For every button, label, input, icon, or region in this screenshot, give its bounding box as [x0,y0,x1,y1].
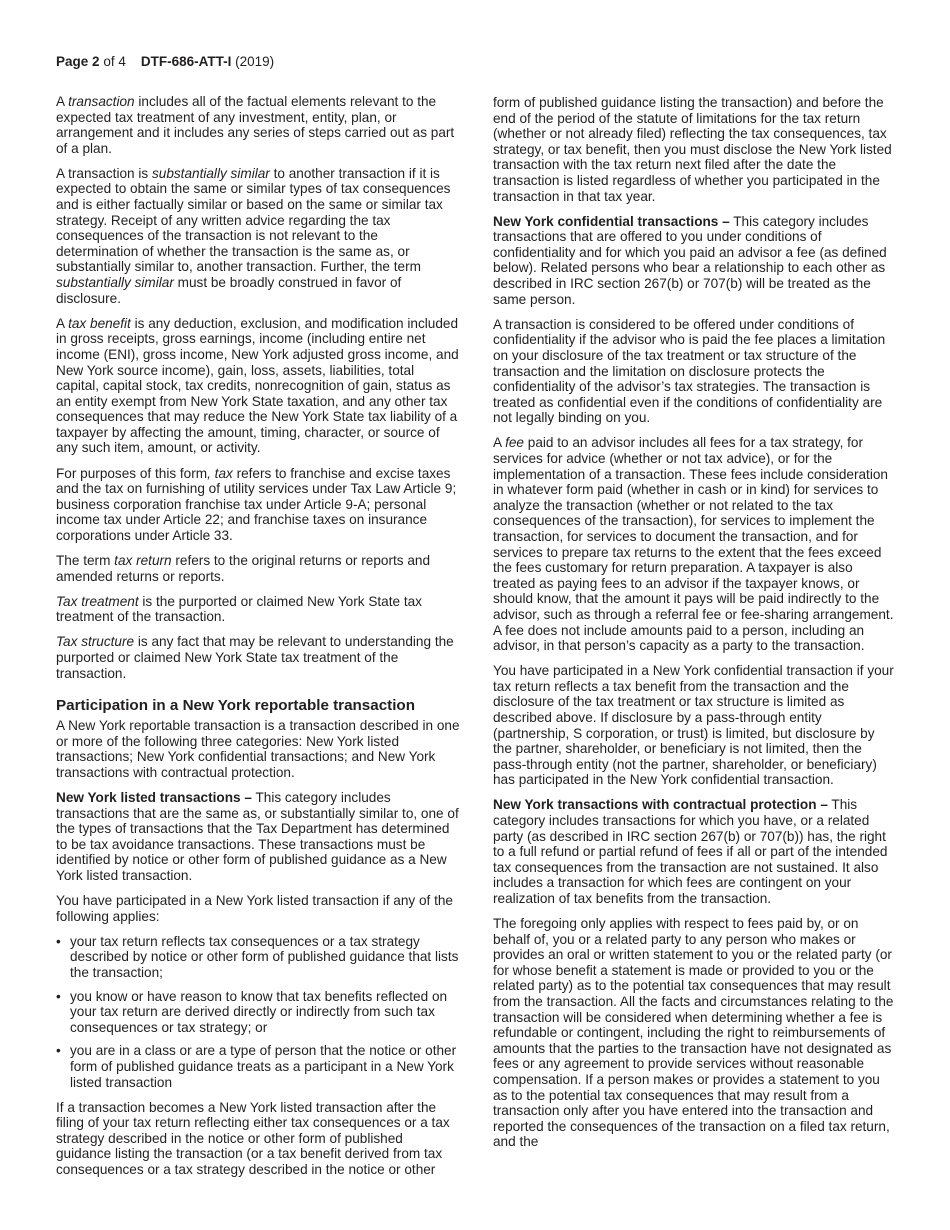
list-item: • you know or have reason to know that tax benefits reflected on your tax return are derived directly or indirectly from such tax consequences or tax strategy; or [56,988,448,1035]
listed-continuation: form of published guidance listing the transaction) and before the end of the period of the statute of limitations for the tax return (whether or not already filed) reflecting the tax consequences, tax strategy, or tax benefit, then you must disclose the New York listed transaction with the tax return next filed after the date the transaction is listed regardless of whether you participated in the transaction in that tax year. [493,95,892,204]
becomes-listed-paragraph: If a transaction becomes a New York listed transaction after the filing of your tax return reflecting either tax consequences or a tax strategy described in the notice or other form of published guidance listing the transaction (or a tax benefit derived from tax consequences or a tax strategy described in the notice or other [56,1099,450,1178]
tax-treatment-definition: Tax treatment is the purported or claimed New York State tax treatment of the transaction. [56,593,422,625]
substantially-similar-definition: A transaction is substantially similar to another transaction if it is expected to obtain the same or similar types of tax consequences and is either factually similar or based on the same or similar tax strategy. Receipt of any written advice regarding the tax consequences of the transaction is not relevant to the determination of whether the transaction is the same as, or substantially similar to, another transaction. Further, the term substantially similar must be broadly construed in favor of disclosure. [56,165,451,306]
left-column [56,94,460,1178]
tax-structure-definition: Tax structure is any fact that may be relevant to understanding the purported or claimed New York State tax treatment of the transaction. [56,634,454,681]
list-item: • you are in a class or are a type of person that the notice or other form of published guidance treats as a participant in a New York listed transaction [56,1043,457,1090]
page-header [56,53,274,70]
page-of-total: of 4 [103,54,126,69]
tax-benefit-definition: A tax benefit is any deduction, exclusion, and modification included in gross receipts, gross earnings, income (including entire net income (ENI), gross income, New York adjusted gross income, and New York source income), gain, loss, assets, liabilities, total capital, capital stock, tax credits, nonrecognition of gain, status as an entity exempt from New York State taxation, and any other tax consequences that may reduce the New York State tax liability of a taxpayer by affecting the amount, timing, character, or source of any such item, amount, or activity. [56,315,459,456]
listed-conditions-list [56,934,460,1090]
foregoing-paragraph: The foregoing only applies with respect to fees paid by, or on behalf of, you or a related party to any person who makes or provides an oral or written statement to you or the related party (or for whose benefit a statement is made or provided to you or the related party) as to the potential tax consequences that may result from the transaction. All the facts and circumstances relating to the transaction will be considered when determining whether a fee is refundable or contingent, including the right to reimbursements of amounts that the parties to the transaction have not designated as fees or any agreement to provide services without reasonable compensation. If a person makes or provides a statement to you as to the potential tax consequences that may result from a transaction only after you have entered into the transaction and reported the consequences of the transaction on a filed tax return, and the [493,916,894,1150]
listed-transactions-paragraph: New York listed transactions – This category includes transactions that are the same as, or substantially similar to, one of the types of transactions that the Tax Department has determined to be tax avoidance transactions. These transactions must be identified by notice or other form of published guidance as a New York listed transaction. [56,790,459,884]
fee-definition: A fee paid to an advisor includes all fees for a tax strategy, for services for advice (whether or not tax advice), or for the implementation of a transaction. These fees include consideration in whatever form paid (whether in cash or in kind) for services to analyze the transaction (whether or not related to the tax consequences of the transaction), for services to implement the transaction, for services to document the transaction, and for services to prepare tax returns to the extent that the fees exceed the fees customary for return preparation. A taxpayer is also treated as paying fees to an advisor if the taxpayer knows, or should know, that the amount it pays will be paid indirectly to the advisor, such as through a referral fee or fee-sharing arrangement. A fee does not include amounts paid to a person, including an advisor, in that person’s capacity as a party to the transaction. [493,435,894,654]
page-label: Page [56,54,89,69]
participation-heading: Participation in a New York reportable transaction [56,697,415,715]
participated-confidential-paragraph: You have participated in a New York confidential transaction if your tax return reflects a tax benefit from the transaction and the disclosure of the tax treatment or tax structure is limited as described above. If disclosure by a pass-through entity (partnership, S corporation, or trust) is limited, but disclosure by the partner, shareholder, or beneficiary is not limited, then the pass-through entity (not the partner, shareholder, or beneficiary) has participated in the New York confidential transaction. [493,663,894,788]
page-number: 2 [92,54,100,69]
confidential-transactions-paragraph: New York confidential transactions – This category includes transactions that are offered to you under conditions of confidentiality and for which you paid an advisor a fee (as defined below). Related persons who bear a relationship to each other as described in IRC section 267(b) or 707(b) will be treated as the same person. [493,213,887,307]
form-id: DTF-686-ATT-I [140,54,232,69]
list-item: • your tax return reflects tax consequences or a tax strategy described by notice or other form of published guidance that lists the transaction; [56,933,459,980]
form-year: (2019) [235,54,275,69]
transaction-definition: A transaction includes all of the factual elements relevant to the expected tax treatment of any investment, entity, plan, or arrangement and it includes any series of steps carried out as part of a plan. [56,94,455,156]
participated-listed-intro: You have participated in a New York listed transaction if any of the following applies: [56,893,453,924]
contractual-protection-paragraph: New York transactions with contractual protection – This category includes transactions for which you have, or a related party (as described in IRC section 267(b) or 707(b)) has, the right to a full refund or partial refund of fees if all or part of the intended tax consequences from the transaction are not sustained. It also includes a transaction for which fees are contingent on your realization of tax benefits from the transaction. [493,797,888,906]
right-column [493,95,897,1150]
tax-definition: For purposes of this form, tax refers to franchise and excise taxes and the tax on furnishing of utility services under Tax Law Article 9; business corporation franchise tax under Article 9-A; personal income tax under Article 22; and franchise taxes on insurance corporations under Article 33. [56,465,457,543]
participation-intro: A New York reportable transaction is a transaction described in one or more of the following three categories: New York listed transactions; New York confidential transactions; and New York transactions with contractual protection. [56,718,460,780]
tax-return-definition: The term tax return refers to the original returns or reports and amended returns or reports. [56,553,431,584]
conditions-confidentiality-paragraph: A transaction is considered to be offered under conditions of confidentiality if the advisor who is paid the fee places a limitation on your disclosure of the tax treatment or tax structure of the transaction and the limitation on disclosure protects the confidentiality of the advisor’s tax strategies. The transaction is treated as confidential even if the conditions of confidentiality are not legally binding on you. [493,316,886,426]
